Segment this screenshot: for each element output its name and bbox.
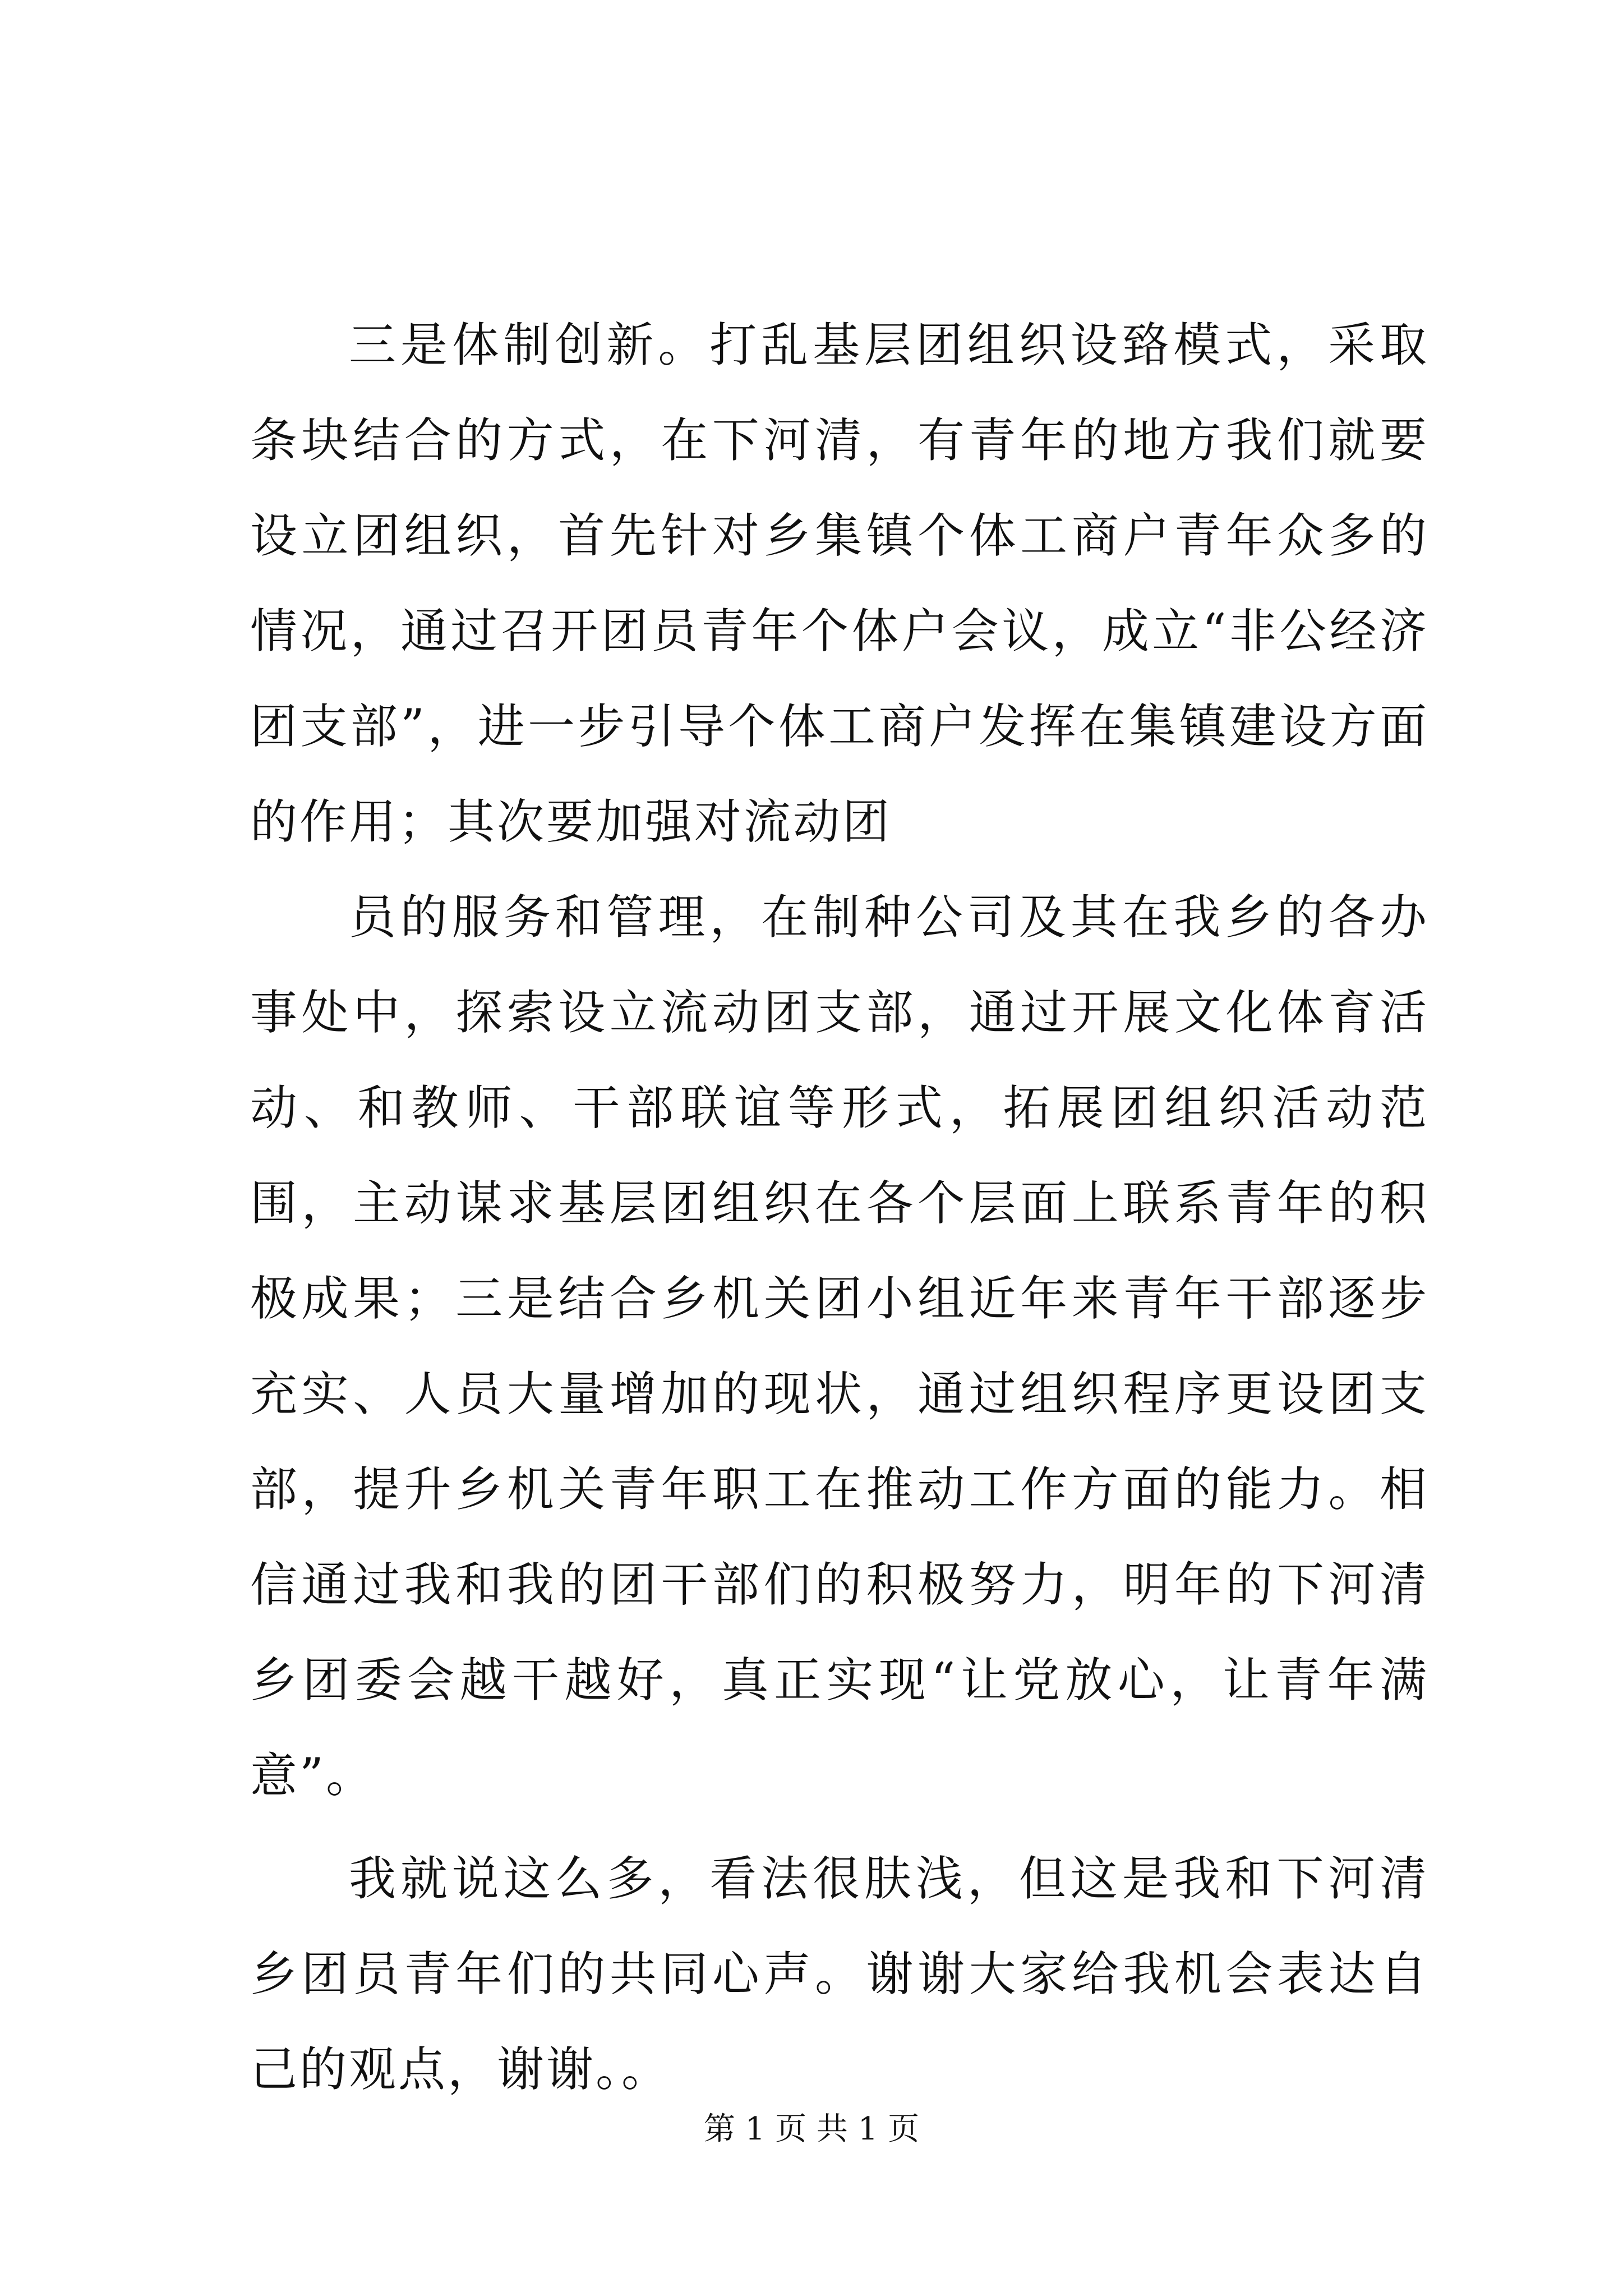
paragraph-closing-remarks: 我就说这么多，看法很肤浅，但这是我和下河清乡团员青年们的共同心声。谢谢大家给我机会表达自己的观点，谢谢。。 [250, 1851, 1429, 2097]
document-body [250, 297, 1429, 2117]
paragraph-service-management: 员的服务和管理，在制种公司及其在我乡的各办事处中，探索设立流动团支部，通过开展文化体育活动、和教师、干部联谊等形式，拓展团组织活动范围，主动谋求基层团组织在各个层面上联系青年的积极成果；三是结合乡机关团小组近年来青年干部逐步充实、人员大量增加的现状，通过组织程序更设团支部，提升乡机关青年职工在推动工作方面的能力。相信通过我和我的团干部们的积极努力，明年的下河清乡团委会越干越好，真正实现“让党放心，让青年满意”。 [250, 890, 1429, 1803]
paragraph-system-innovation: 三是体制创新。打乱基层团组织设臵模式，采取条块结合的方式，在下河清，有青年的地方我们就要设立团组织，首先针对乡集镇个体工商户青年众多的情况，通过召开团员青年个体户会议，成立“非公经济团支部”，进一步引导个体工商户发挥在集镇建设方面的作用；其次要加强对流动团 [250, 318, 1429, 849]
page-footer: 第 1 页 共 1 页 [703, 2111, 920, 2147]
